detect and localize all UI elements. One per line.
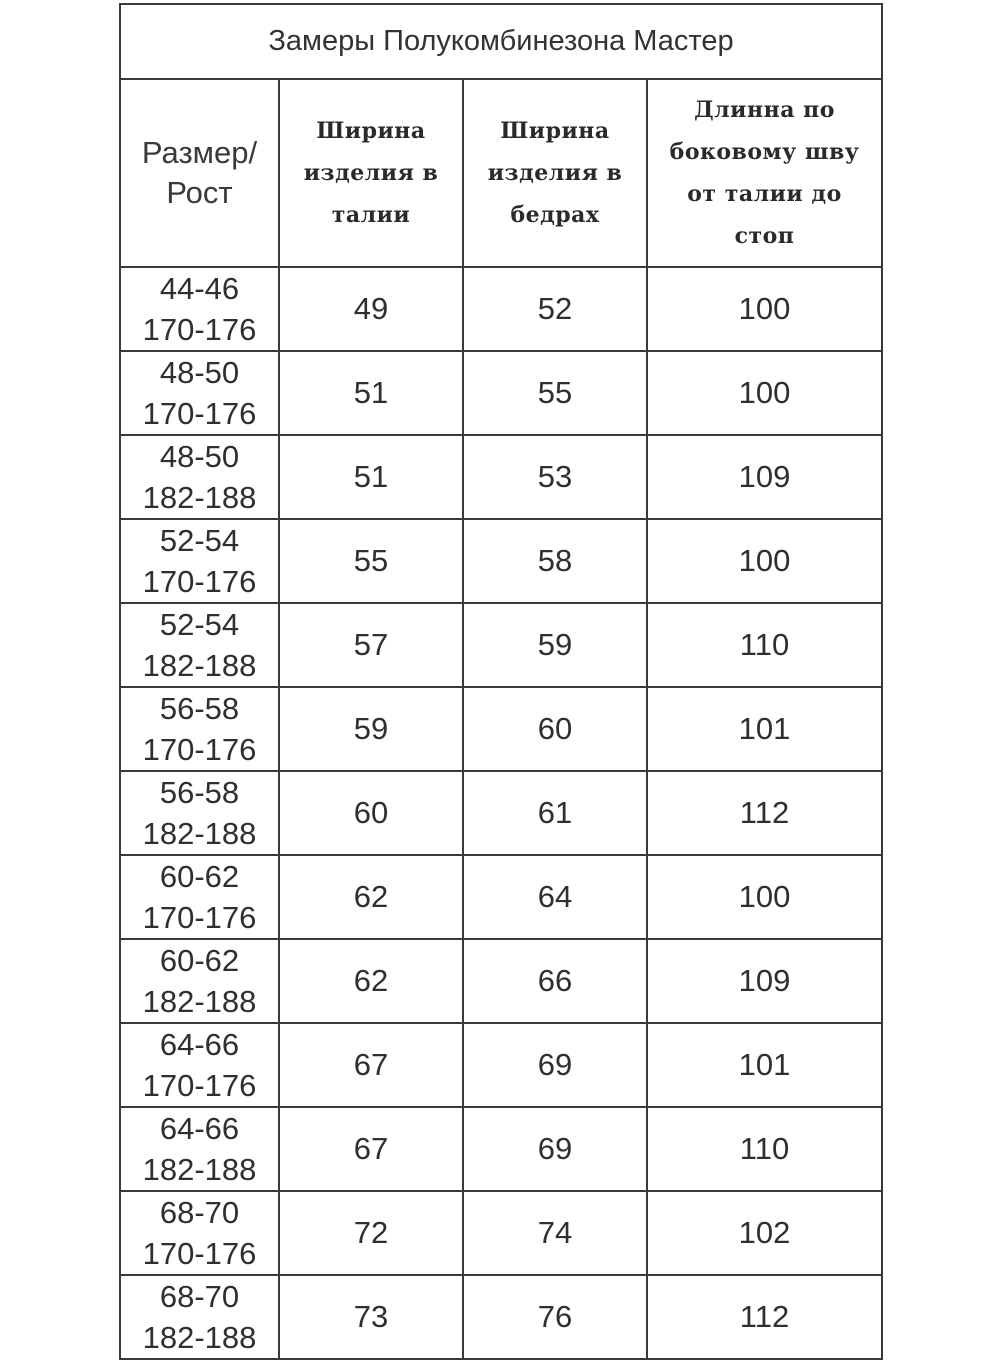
size-value: 48-50 [159, 439, 240, 474]
header-length-line: боковому шву [669, 139, 860, 165]
hip-width-cell: 59 [463, 603, 647, 687]
size-value: 60-62 [159, 859, 240, 894]
height-value: 182-188 [142, 1152, 257, 1187]
header-length-line: от талии до [687, 181, 842, 207]
height-value: 170-176 [142, 312, 257, 347]
size-value: 56-58 [159, 691, 240, 726]
size-value: 64-66 [159, 1027, 240, 1062]
size-height-cell [120, 1107, 279, 1191]
hip-width-cell: 64 [463, 855, 647, 939]
waist-width-cell: 72 [279, 1191, 463, 1275]
size-value: 48-50 [159, 355, 240, 390]
hip-width-cell: 76 [463, 1275, 647, 1359]
side-length-cell: 101 [647, 687, 882, 771]
waist-width-cell: 57 [279, 603, 463, 687]
height-value: 170-176 [142, 900, 257, 935]
size-height-cell [120, 267, 279, 351]
table-row [120, 1275, 882, 1359]
side-length-cell: 100 [647, 267, 882, 351]
header-hips-line: бедрах [510, 202, 600, 228]
size-height-cell [120, 435, 279, 519]
side-length-cell: 102 [647, 1191, 882, 1275]
size-value: 60-62 [159, 943, 240, 978]
side-length-cell: 100 [647, 351, 882, 435]
waist-width-cell: 51 [279, 351, 463, 435]
waist-width-cell: 59 [279, 687, 463, 771]
table-body [120, 267, 882, 1359]
header-waist-line: Ширина [316, 118, 426, 144]
height-value: 182-188 [142, 648, 257, 683]
size-height-cell [120, 1275, 279, 1359]
hip-width-cell: 55 [463, 351, 647, 435]
table-row [120, 855, 882, 939]
table-row [120, 519, 882, 603]
header-row [120, 79, 882, 267]
table-row [120, 939, 882, 1023]
hip-width-cell: 69 [463, 1023, 647, 1107]
side-length-cell: 109 [647, 939, 882, 1023]
height-value: 170-176 [142, 1236, 257, 1271]
header-hips-line: Ширина [500, 118, 610, 144]
side-length-cell: 112 [647, 771, 882, 855]
side-length-cell: 110 [647, 1107, 882, 1191]
size-height-cell [120, 855, 279, 939]
size-value: 68-70 [159, 1279, 240, 1314]
waist-width-cell: 62 [279, 855, 463, 939]
table-row [120, 687, 882, 771]
hip-width-cell: 74 [463, 1191, 647, 1275]
header-hips-line: изделия в [487, 160, 623, 186]
side-length-cell: 110 [647, 603, 882, 687]
size-height-cell [120, 939, 279, 1023]
height-value: 170-176 [142, 732, 257, 767]
header-waist-line: талии [331, 202, 411, 228]
table-row [120, 1023, 882, 1107]
size-height-cell [120, 603, 279, 687]
table-row [120, 603, 882, 687]
side-length-cell: 101 [647, 1023, 882, 1107]
size-height-cell [120, 519, 279, 603]
header-waist-line: изделия в [303, 160, 439, 186]
height-value: 182-188 [142, 480, 257, 515]
waist-width-cell: 60 [279, 771, 463, 855]
hip-width-cell: 66 [463, 939, 647, 1023]
header-length-line: Длинна по [694, 97, 835, 123]
header-size [120, 79, 279, 267]
height-value: 170-176 [142, 564, 257, 599]
waist-width-cell: 51 [279, 435, 463, 519]
hip-width-cell: 52 [463, 267, 647, 351]
table-row [120, 351, 882, 435]
height-value: 170-176 [142, 396, 257, 431]
header-side-length [647, 79, 882, 267]
hip-width-cell: 69 [463, 1107, 647, 1191]
size-value: 52-54 [159, 523, 240, 558]
waist-width-cell: 62 [279, 939, 463, 1023]
size-height-cell [120, 687, 279, 771]
waist-width-cell: 73 [279, 1275, 463, 1359]
table-row [120, 267, 882, 351]
size-value: 68-70 [159, 1195, 240, 1230]
table-row [120, 1107, 882, 1191]
size-value: 64-66 [159, 1111, 240, 1146]
hip-width-cell: 53 [463, 435, 647, 519]
height-value: 182-188 [142, 816, 257, 851]
height-value: 170-176 [142, 1068, 257, 1103]
size-height-cell [120, 1191, 279, 1275]
size-height-cell [120, 351, 279, 435]
header-length-line: стоп [734, 223, 795, 249]
side-length-cell: 109 [647, 435, 882, 519]
side-length-cell: 100 [647, 855, 882, 939]
size-value: 52-54 [159, 607, 240, 642]
size-height-cell [120, 1023, 279, 1107]
header-size-line: Размер/ [141, 135, 258, 170]
table-row [120, 771, 882, 855]
waist-width-cell: 55 [279, 519, 463, 603]
size-chart-table [119, 3, 883, 1360]
table-title: Замеры Полукомбинезона Мастер [120, 4, 882, 79]
waist-width-cell: 49 [279, 267, 463, 351]
size-value: 56-58 [159, 775, 240, 810]
waist-width-cell: 67 [279, 1107, 463, 1191]
hip-width-cell: 60 [463, 687, 647, 771]
size-height-cell [120, 771, 279, 855]
waist-width-cell: 67 [279, 1023, 463, 1107]
header-waist-width [279, 79, 463, 267]
table-row [120, 1191, 882, 1275]
header-hip-width [463, 79, 647, 267]
table-row [120, 435, 882, 519]
height-value: 182-188 [142, 984, 257, 1019]
side-length-cell: 100 [647, 519, 882, 603]
side-length-cell: 112 [647, 1275, 882, 1359]
height-value: 182-188 [142, 1320, 257, 1355]
hip-width-cell: 58 [463, 519, 647, 603]
header-size-line: Рост [166, 175, 233, 210]
size-value: 44-46 [159, 271, 240, 306]
hip-width-cell: 61 [463, 771, 647, 855]
